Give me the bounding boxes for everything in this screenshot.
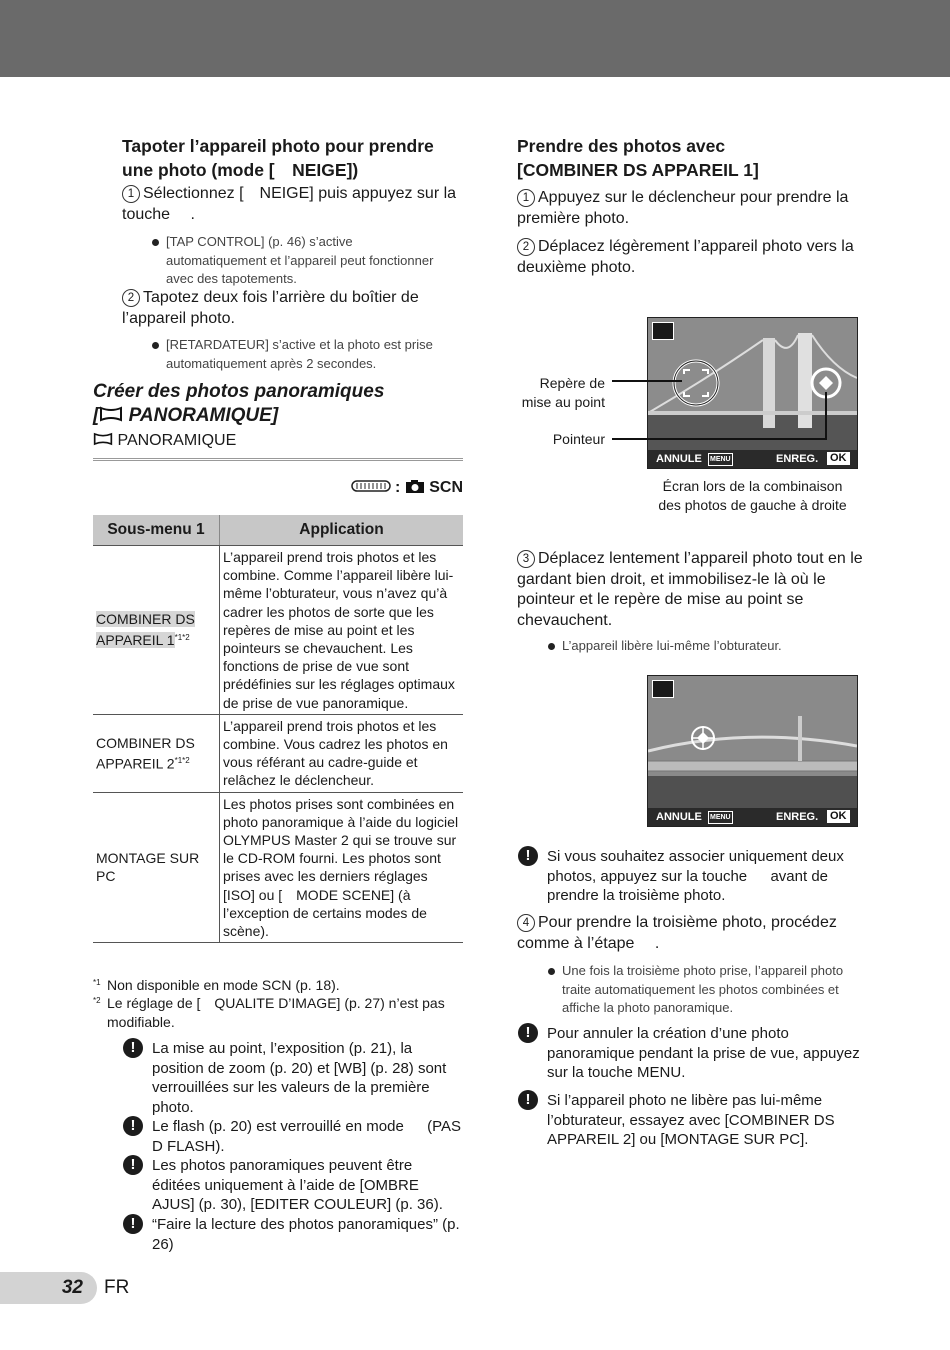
panorama-title: Créer des photos panoramiques [ PANORAMIQUE] bbox=[93, 381, 385, 426]
tap-step-1: 1 Sélectionnez [ NEIGE] puis appuyez sur la touche . bbox=[122, 185, 457, 223]
caution-icon: ! bbox=[123, 1116, 143, 1136]
callout-line bbox=[612, 438, 825, 440]
footnote-1: *1 Non disponible en mode SCN (p. 18). bbox=[93, 977, 340, 993]
page-number: 32 bbox=[61, 1277, 83, 1298]
panorama-mode-icon bbox=[652, 680, 674, 698]
camera-screen-2 bbox=[647, 675, 858, 827]
camera-status-bar: ANNULE MENU ENREG. OK bbox=[648, 450, 857, 468]
camera-status-bar: ANNULE MENU ENREG. OK bbox=[648, 808, 857, 826]
tap-step-2: 2 Tapotez deux fois l’arrière du boîtier de l’appareil photo. bbox=[122, 289, 419, 327]
bullet-dot bbox=[152, 239, 159, 246]
left-note-3: Les photos panoramiques peuvent être éditées uniquement à l’aide de [OMBRE AJUS] (p. 30), [EDITER COULEUR] (p. 36). bbox=[152, 1157, 443, 1214]
language-code: FR bbox=[104, 1277, 130, 1298]
screen-caption: Écran lors de la combinaison des photos de gauche à droite bbox=[658, 478, 847, 513]
page-number-tab bbox=[0, 1272, 97, 1304]
right-note-3: Si l’appareil photo ne libère pas lui-même l’obturateur, essayez avec [COMBINER DS APPAREIL 2] ou [MONTAGE SUR PC]. bbox=[547, 1092, 835, 1149]
footnote-2: *2 Le réglage de [ QUALITE D’IMAGE] (p. 27) n’est pas modifiable. bbox=[93, 995, 445, 1030]
callout-line bbox=[612, 380, 682, 382]
step-number-3: 3 bbox=[517, 550, 535, 568]
tap-section-title: Tapoter l’appareil photo pour prendre une photo (mode [ NEIGE]) bbox=[122, 136, 434, 180]
combine-step-3-bullet: L’appareil libère lui-même l’obturateur. bbox=[562, 637, 862, 656]
combine-step-3: 3 Déplacez lentement l’appareil photo tout en le gardant bien droit, et immobilisez-le là où le pointeur et le repère de mise au point se chevauchent. bbox=[517, 550, 863, 629]
camera-icon bbox=[405, 479, 425, 494]
caution-icon: ! bbox=[123, 1214, 143, 1234]
bridge-scene bbox=[648, 676, 857, 808]
caution-icon: ! bbox=[518, 1023, 538, 1043]
step-number-2: 2 bbox=[122, 289, 140, 307]
combine-step-2: 2 Déplacez légèrement l’appareil photo vers la deuxième photo. bbox=[517, 238, 854, 276]
bullet-dot bbox=[548, 643, 555, 650]
step-number-1: 1 bbox=[517, 189, 535, 207]
panorama-menu-path: PANORAMIQUE bbox=[93, 432, 463, 461]
step-number-1: 1 bbox=[122, 185, 140, 203]
panorama-icon bbox=[93, 432, 113, 446]
step-number-2: 2 bbox=[517, 238, 535, 256]
table-row: MONTAGE SUR PC Les photos prises sont combinées en photo panoramique à l’aide du logiciel OLYMPUS Master 2 qui se trouve sur le CD-ROM fourni. Les photos sont prises avec les derniers réglages [ISO] ou [ MODE SCENE] (à l’exception de certains modes de scène). bbox=[93, 792, 463, 943]
table-row: COMBINER DS APPAREIL $1^{*1*2}$ L’appareil prend trois photos et les combine. Comme l’appareil libère lui-même l’obturateur, vous n’avez qu’à cadrer les photos de sorte que les repères de mise au point et les pointeurs se chevauchent. Les fonctions de prise de vue sont prédéfinies sur les réglages optimaux de prise de vue panoramique. bbox=[93, 546, 463, 715]
left-note-2: Le flash (p. 20) est verrouillé en mode (PAS D FLASH). bbox=[152, 1118, 462, 1155]
combine-step-4: 4 Pour prendre la troisième photo, procédez comme à l’étape . bbox=[517, 914, 837, 952]
mode-indicator: : SCN bbox=[343, 478, 463, 500]
bullet-dot bbox=[152, 342, 159, 349]
panorama-icon bbox=[99, 406, 123, 422]
label-focus-mark: Repère de mise au point bbox=[521, 375, 605, 410]
combine-step-4-bullet: Une fois la troisième photo prise, l’appareil photo traite automatiquement les photos combinées et affiche la photo panoramique. bbox=[562, 962, 862, 1018]
bullet-dot bbox=[548, 968, 555, 975]
table-row: COMBINER DS APPAREIL $2^{*1*2}$ L’appareil prend trois photos et les combine. Vous cadrez les photos en vous référant au cadre-guide et relâchez le déclencheur. bbox=[93, 714, 463, 792]
tap-step-2-bullet: [RETARDATEUR] s’active et la photo est prise automatiquement après 2 secondes. bbox=[166, 336, 456, 373]
table-header-submenu: Sous-menu 1 bbox=[93, 515, 220, 546]
caution-icon: ! bbox=[518, 846, 538, 866]
right-note-2: Pour annuler la création d’une photo panoramique pendant la prise de vue, appuyez sur la touche MENU. bbox=[547, 1025, 860, 1082]
combine-step-1: 1 Appuyez sur le déclencheur pour prendre la première photo. bbox=[517, 189, 849, 227]
left-note-4: “Faire la lecture des photos panoramiques” (p. 26) bbox=[152, 1216, 460, 1253]
submenu-table bbox=[93, 515, 463, 943]
mode-dial-icon bbox=[351, 478, 391, 494]
callout-line bbox=[825, 392, 827, 440]
tap-step-1-bullet: [TAP CONTROL] (p. 46) s’active automatiquement et l’appareil peut fonctionner avec des tapotements. bbox=[166, 233, 456, 289]
header-bar bbox=[0, 0, 950, 77]
caution-icon: ! bbox=[518, 1090, 538, 1110]
panorama-mode-icon bbox=[652, 322, 674, 340]
combine-section-title: Prendre des photos avec [COMBINER DS APPAREIL 1] bbox=[517, 136, 759, 180]
right-note-1: Si vous souhaitez associer uniquement deux photos, appuyez sur la touche avant de prendre la troisième photo. bbox=[547, 848, 844, 905]
table-header-application: Application bbox=[220, 515, 464, 546]
left-note-1: La mise au point, l’exposition (p. 21), la position de zoom (p. 20) et [WB] (p. 28) sont verrouillées sur les valeurs de la première photo. bbox=[152, 1040, 447, 1117]
label-pointer: Pointeur bbox=[552, 431, 605, 447]
step-number-4: 4 bbox=[517, 914, 535, 932]
caution-icon: ! bbox=[123, 1155, 143, 1175]
caution-icon: ! bbox=[123, 1038, 143, 1058]
